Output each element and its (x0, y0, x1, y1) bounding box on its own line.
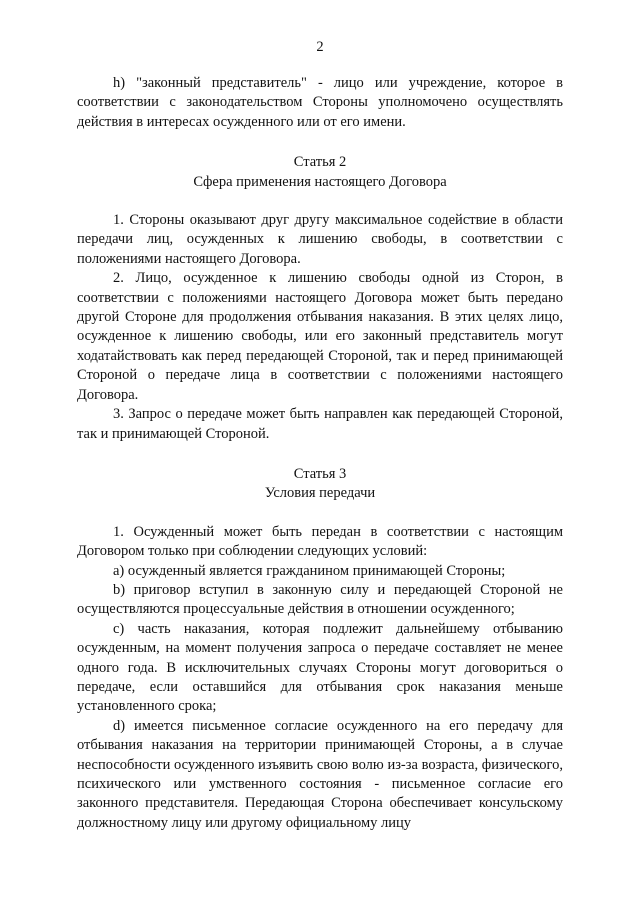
article-2-paragraph: 1. Стороны оказывают друг другу максимальное содействие в области передачи лиц, осужденных к лишению свободы, в соответствии с положениями настоящего Договора. (77, 212, 563, 267)
page-number: 2 (316, 39, 324, 55)
article-2-paragraph: 2. Лицо, осужденное к лишению свободы одной из Сторон, в соответствии с положениями настоящего Договора может быть передано другой Стороне для продолжения отбывания наказания. В этих целях лицо, осужденное к лишению свободы, или его законный представитель могут ходатайствовать как перед передающей Стороной, так и перед принимающей Стороной о передаче лица в соответствии с положениями настоящего Договора. (77, 270, 563, 403)
document-body (77, 74, 563, 833)
article-3-number: Статья 3 (293, 465, 347, 482)
definition-h: h) "законный представитель" - лицо или учреждение, которое в соответствии с законодательством Стороны уполномочено осуществлять действия в интересах осужденного или от его имени. (77, 75, 563, 130)
article-3-item-d: d) имеется письменное согласие осужденного на его передачу для отбывания наказания на территории принимающей Стороны, а в случае неспособности осужденного изъявить свою волю из-за возраста, физического, психического или умственного состояния - письменное согласие его законного представителя. Передающая Сторона обеспечивает консульскому должностному лицу или другому официальному лицу (77, 717, 563, 831)
article-3-item-b: b) приговор вступил в законную силу и передающей Стороной не осуществляются процессуальные действия в отношении осужденного; (77, 581, 563, 618)
article-3-body (77, 523, 563, 834)
article-2-paragraph: 3. Запрос о передаче может быть направлен как передающей Стороной, так и принимающей Стороной. (77, 406, 563, 442)
article-3-item-a: а) осужденный является гражданином принимающей Стороны; (113, 562, 506, 579)
article-2-body (77, 211, 563, 444)
article-3-title: Условия передачи (264, 485, 376, 502)
article-3-item-c: c) часть наказания, которая подлежит дальнейшему отбыванию осужденным, на момент получения запроса о передаче составляет не менее одного года. В исключительных случаях Стороны могут договориться о передаче, если оставшийся для отбывания срок наказания меньше установленного срока; (77, 620, 563, 715)
article-3-paragraph: 1. Осужденный может быть передан в соответствии с настоящим Договором только при соблюдении следующих условий: (77, 523, 563, 560)
article-2-title: Сфера применения настоящего Договора (193, 173, 447, 190)
article-2-number: Статья 2 (293, 154, 347, 171)
